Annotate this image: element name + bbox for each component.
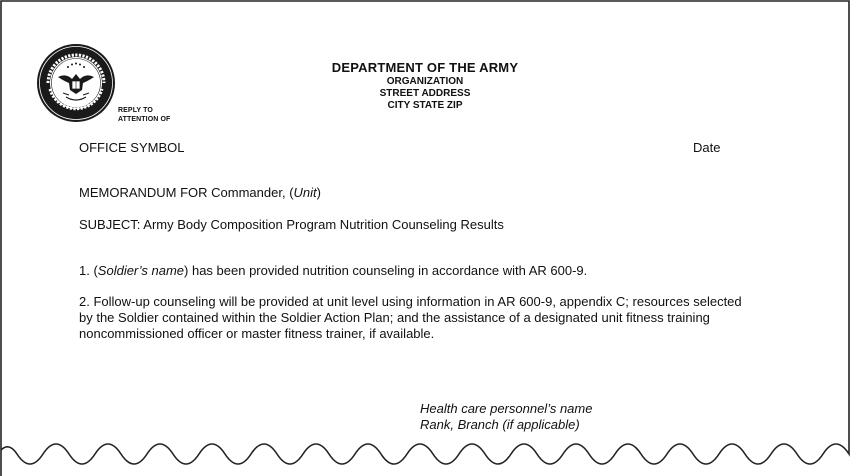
organization-line: ORGANIZATION <box>386 76 464 87</box>
paragraph-2-line-2: by the Soldier contained within the Soldier Action Plan; and the assistance of a designated unit fitness training <box>79 310 710 325</box>
date-label: Date <box>693 140 721 155</box>
memo-for-suffix: ) <box>316 185 321 200</box>
unit-placeholder: Unit <box>293 185 317 200</box>
paragraph-2-line-1: 2. Follow-up counseling will be provided at unit level using information in AR 600-9, appendix C; resources selected <box>79 294 742 309</box>
reply-to-line2: ATTENTION OF <box>118 116 171 123</box>
office-symbol: OFFICE SYMBOL <box>79 140 185 155</box>
paragraph-2-line-3: noncommissioned officer or master fitness trainer, if available. <box>79 326 435 341</box>
signature-rank: Rank, Branch (if applicable) <box>420 417 580 432</box>
department-title: DEPARTMENT OF THE ARMY <box>331 60 519 75</box>
memorandum-for-line <box>79 185 321 201</box>
subject-line: SUBJECT: Army Body Composition Program Nutrition Counseling Results <box>79 217 504 232</box>
reply-to-label <box>118 106 170 124</box>
paragraph-1 <box>79 263 587 279</box>
paragraph-1-prefix: 1. ( <box>79 263 98 278</box>
signature-name: Health care personnel’s name <box>420 401 593 416</box>
reply-to-line1: REPLY TO <box>118 107 153 114</box>
dod-seal-logo <box>36 43 116 123</box>
soldier-name-placeholder: Soldier’s name <box>97 263 185 278</box>
paragraph-1-text: ) has been provided nutrition counseling in accordance with AR 600-9. <box>184 263 588 278</box>
street-address-line: STREET ADDRESS <box>379 88 471 99</box>
letterhead <box>200 60 650 112</box>
city-state-zip-line: CITY STATE ZIP <box>387 100 463 111</box>
memo-for-prefix: MEMORANDUM FOR Commander, ( <box>79 185 294 200</box>
